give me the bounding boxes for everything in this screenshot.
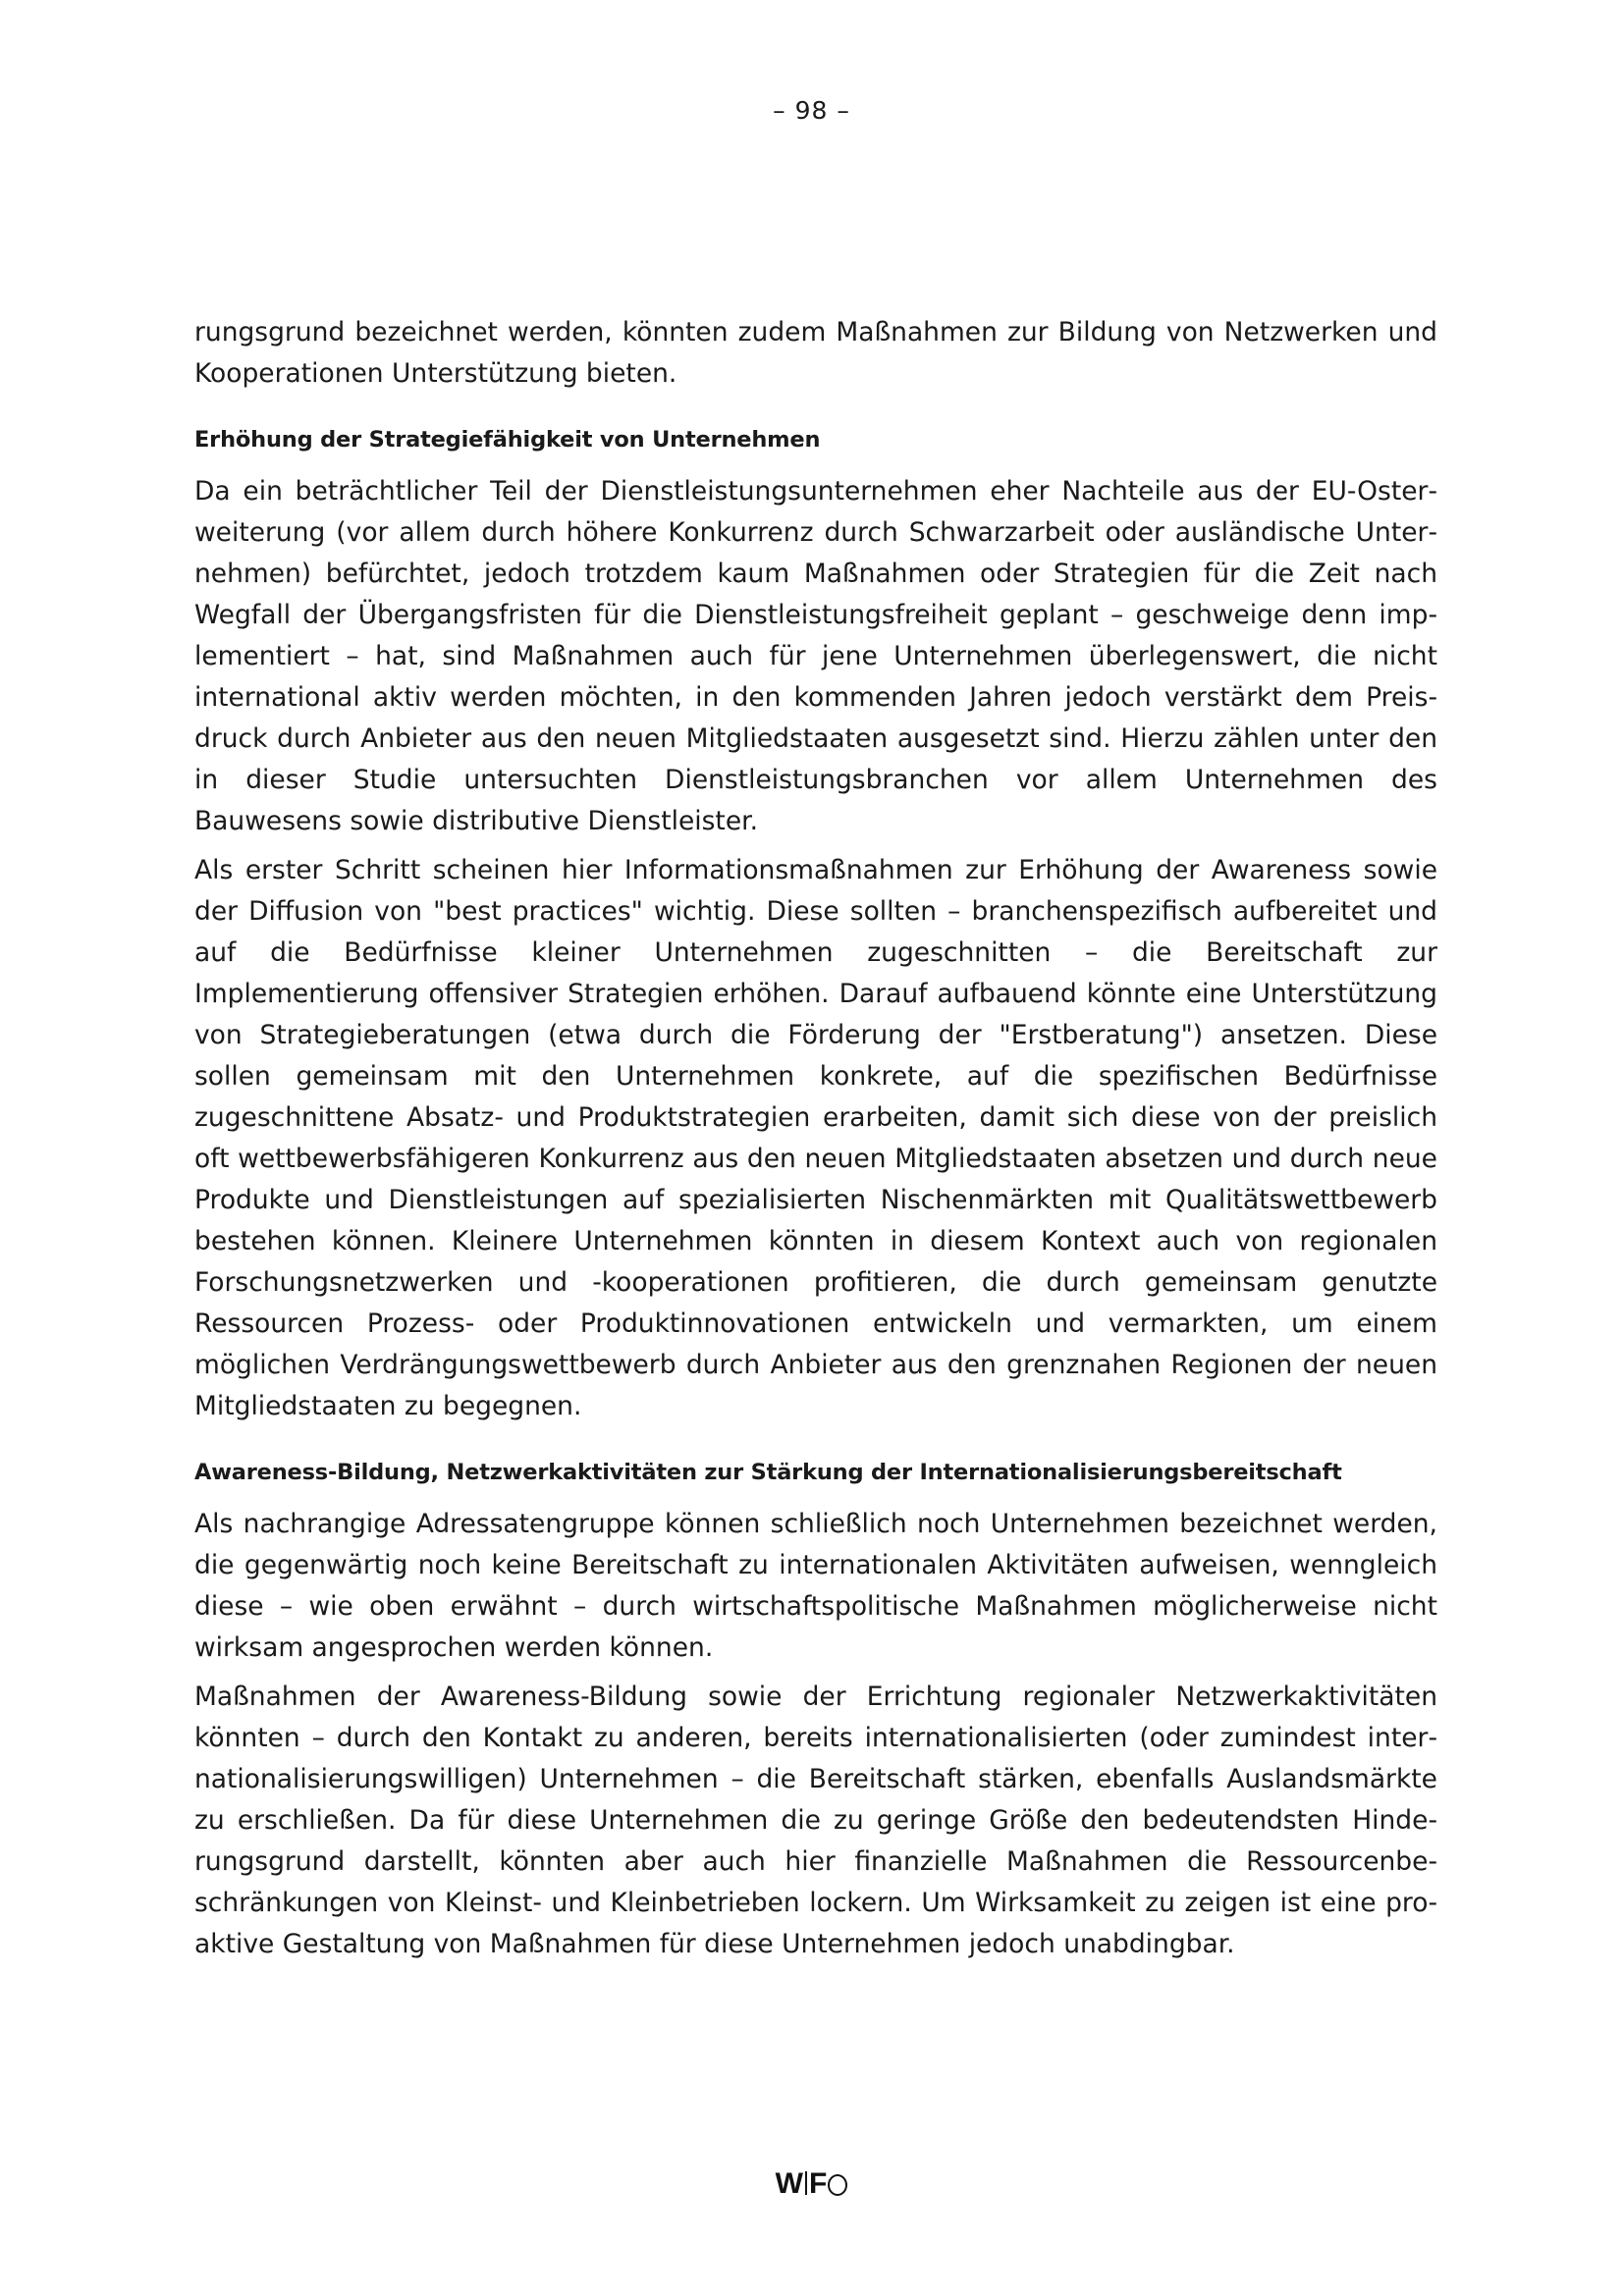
document-body xyxy=(194,312,1437,1973)
intro-paragraph: rungsgrund bezeichnet werden, könnten zudem Maßnahmen zur Bildung von Netzwerken und Kooperationen Unterstützung bieten. xyxy=(194,317,1437,389)
wifo-logo xyxy=(0,2167,1623,2201)
wifo-logo-bar xyxy=(805,2171,807,2195)
page-number: – 98 – xyxy=(773,96,850,125)
section-heading-awareness: Awareness-Bildung, Netzwerkaktivitäten zur Stärkung der Internationalisierungsbereitschaft xyxy=(194,1460,1342,1485)
section2-paragraph-1: Als nachrangige Adressatengruppe können schließlich noch Unternehmen bezeichnet werden, die gegenwärtig noch keine Bereitschaft zu internationalen Aktivitäten aufweisen, wenngleich diese – wie oben erwähnt – durch wirtschaftspolitische Maßnahmen möglicherweise nicht wirksam angesprochen werden können. xyxy=(194,1509,1437,1663)
section1-paragraph-1: Da ein beträchtlicher Teil der Dienstleistungsunternehmen eher Nachteile aus der EU-Osterweiterung (vor allem durch höhere Konkurrenz durch Schwarzarbeit oder ausländische Unternehmen) befürchtet, jedoch trotzdem kaum Maßnahmen oder Strategien für die Zeit nach Wegfall der Übergangsfristen für die Dienstleistungsfreiheit geplant – geschweige denn implementiert – hat, sind Maßnahmen auch für jene Unternehmen überlegenswert, die nicht international aktiv werden möchten, in den kommenden Jahren jedoch verstärkt dem Preisdruck durch Anbieter aus den neuen Mitgliedstaaten ausgesetzt sind. Hierzu zählen unter den in dieser Studie untersuchten Dienstleistungsbranchen vor allem Unternehmen des Bauwesens sowie distributive Dienstleister. xyxy=(194,476,1437,836)
section-heading-strategy: Erhöhung der Strategiefähigkeit von Unternehmen xyxy=(194,427,821,453)
section2-paragraph-2: Maßnahmen der Awareness-Bildung sowie der Errichtung regionaler Netzwerkaktivitäten könnten – durch den Kontakt zu anderen, bereits internationalisierten (oder zumindest internationalisierungswilligen) Unternehmen – die Bereitschaft stärken, ebenfalls Auslandsmärkte zu erschließen. Da für diese Unternehmen die zu geringe Größe den bedeutendsten Hinderungsgrund darstellt, könnten aber auch hier finanzielle Maßnahmen die Ressourcenbeschränkungen von Kleinst- und Kleinbetrieben lockern. Um Wirksamkeit zu zeigen ist eine proaktive Gestaltung von Maßnahmen für diese Unternehmen jedoch unabdingbar. xyxy=(194,1682,1437,1959)
wifo-logo-f: F xyxy=(809,2167,828,2200)
wifo-logo-ring xyxy=(828,2174,847,2196)
wifo-logo-w: W xyxy=(775,2167,803,2200)
section1-paragraph-2: Als erster Schritt scheinen hier Informationsmaßnahmen zur Erhöhung der Awareness sowie der Diffusion von "best practices" wichtig. Diese sollten – branchenspezifisch aufbereitet und auf die Bedürfnisse kleiner Unternehmen zugeschnitten – die Bereitschaft zur Implementierung offensiver Strategien erhöhen. Darauf aufbauend könnte eine Unterstützung von Strategieberatungen (etwa durch die Förderung der "Erstberatung") ansetzen. Diese sollen gemeinsam mit den Unternehmen konkrete, auf die spezifischen Bedürfnisse zugeschnittene Absatz- und Produktstrategien erarbeiten, damit sich diese von der preislich oft wettbewerbsfähigeren Konkurrenz aus den neuen Mitgliedstaaten absetzen und durch neue Produkte und Dienstleistungen auf spezialisierten Nischenmärkten mit Qualitätswettbewerb bestehen können. Kleinere Unternehmen könnten in diesem Kontext auch von regionalen Forschungsnetzwerken und -kooperationen profitieren, die durch gemeinsam genutzte Ressourcen Prozess- oder Produktinnovationen entwickeln und vermarkten, um einem möglichen Verdrängungswettbewerb durch Anbieter aus den grenznahen Regionen der neuen Mitgliedstaaten zu begegnen. xyxy=(194,855,1437,1421)
